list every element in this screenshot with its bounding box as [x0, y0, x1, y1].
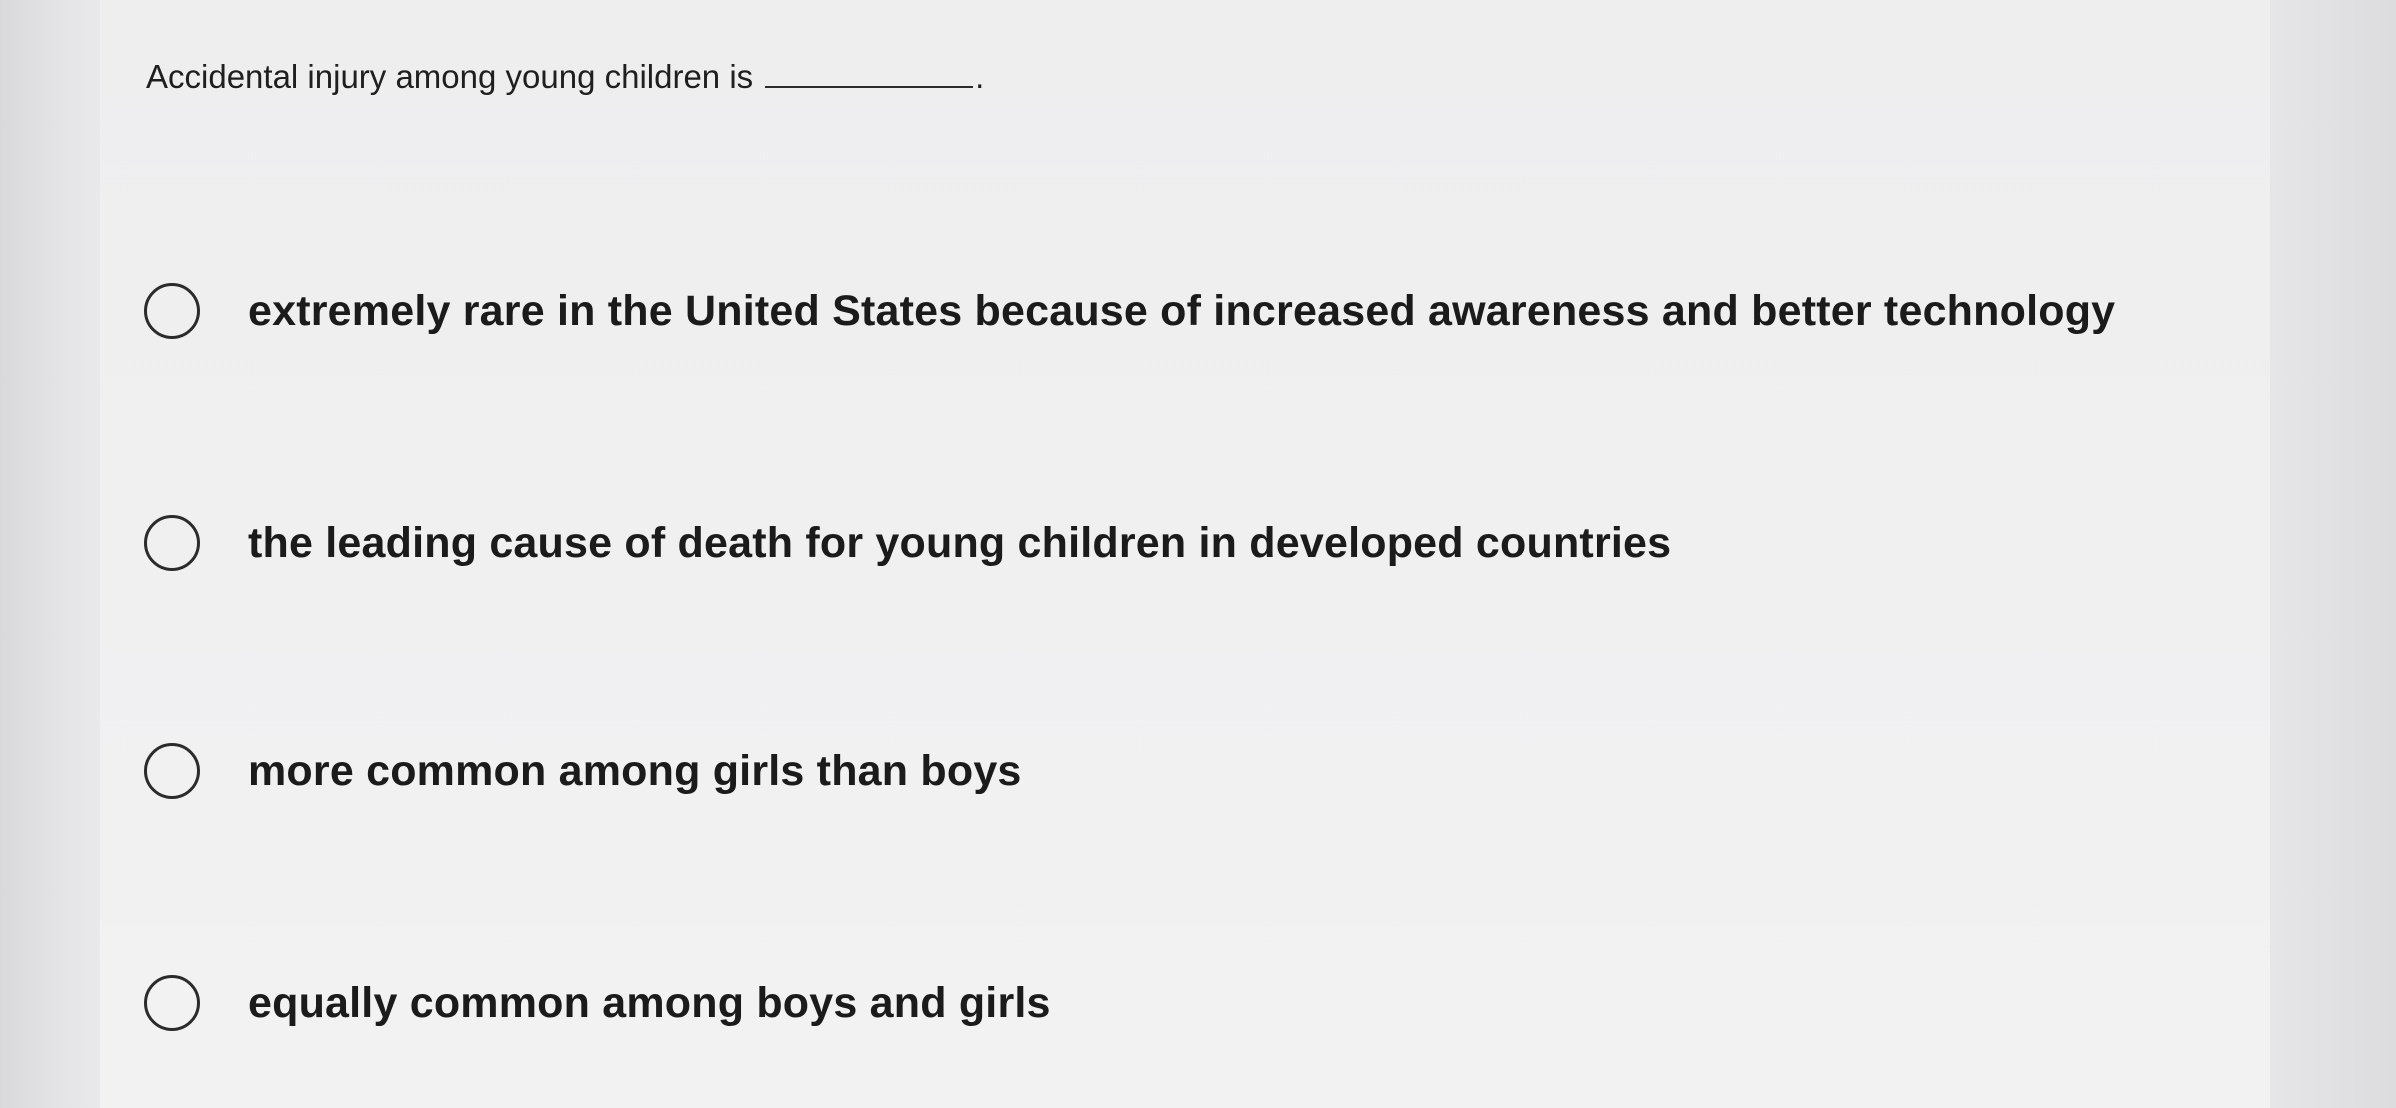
- question-period: .: [975, 58, 985, 95]
- radio-button-2[interactable]: [144, 515, 200, 571]
- radio-button-1[interactable]: [144, 283, 200, 339]
- option-label-4: equally common among boys and girls: [248, 978, 1051, 1027]
- answer-option-4[interactable]: [144, 975, 1051, 1031]
- option-label-1: extremely rare in the United States because of increased awareness and better technology: [248, 286, 2116, 335]
- question-prompt: [146, 58, 984, 96]
- radio-button-3[interactable]: [144, 743, 200, 799]
- answer-option-2[interactable]: [144, 515, 1671, 571]
- answer-option-3[interactable]: [144, 743, 1022, 799]
- question-text: Accidental injury among young children is: [146, 58, 754, 95]
- option-label-2: the leading cause of death for young children in developed countries: [248, 518, 1672, 567]
- option-label-3: more common among girls than boys: [248, 746, 1022, 795]
- radio-button-4[interactable]: [144, 975, 200, 1031]
- answer-blank: [765, 85, 973, 88]
- answer-option-1[interactable]: [144, 283, 2115, 339]
- screen-edge: [2270, 0, 2396, 1108]
